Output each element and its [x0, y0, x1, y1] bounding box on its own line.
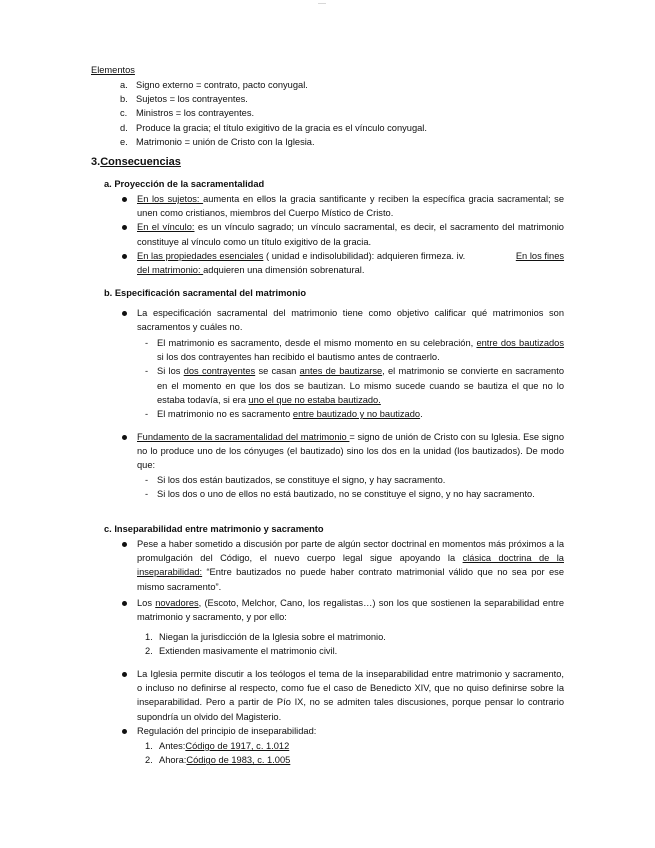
subsection-c-numbered-2 — [145, 739, 564, 767]
list-item: c. Ministros = los contrayentes. — [120, 108, 255, 119]
list-item: 1. Antes: Código de 1917, c. 1.012 — [145, 741, 290, 751]
elementos-heading: Elementos — [91, 65, 135, 75]
subsection-b-bullets-2 — [119, 430, 564, 473]
list-item: Regulación del principio de inseparabilidad: — [119, 724, 564, 738]
list-item: - Si los dos o uno de ellos no está bautizado, no se constituye el signo, y no hay sacramento. — [143, 487, 564, 501]
list-item: - Si los dos están bautizados, se constituye el signo, y hay sacramento. — [143, 473, 564, 487]
subsection-b-bullets-1 — [119, 306, 564, 334]
subsection-c-bullets-2 — [119, 667, 564, 738]
list-item: En el vínculo: es un vínculo sagrado; un vínculo sacramental, es decir, el sacramento del matrimonio constituye al vínculo como un título exigitivo de la gracia. — [119, 220, 564, 248]
list-item: La Iglesia permite discutir a los teólogos el tema de la inseparabilidad entre matrimonio y sacramento, o incluso no definirse al respecto, como fue el caso de Benedicto XIV, que no quiso definirse sobre la inseparabilidad. Pero a partir de Pío IX, no se admiten tales discusiones, porque pensar lo contrario supondría un olvido del Magisterio. — [119, 667, 564, 724]
subsection-b-dash-list-1 — [143, 336, 564, 421]
list-item: En los sujetos: aumenta en ellos la gracia santificante y reciben la específica gracia sacramental; se unen como cristianos, miembros del Cuerpo Místico de Cristo. — [119, 192, 564, 220]
list-item: a. Signo externo = contrato, pacto conyugal. — [120, 80, 308, 90]
list-item: - El matrimonio es sacramento, desde el mismo momento en su celebración, entre dos bautizados si los dos contrayentes han recibido el bautismo antes de contraerlo. — [143, 336, 564, 364]
list-item: - El matrimonio no es sacramento entre bautizado y no bautizado. — [143, 407, 564, 421]
page-top-mark: ---- — [318, 1, 326, 7]
list-item: d. Produce la gracia; el título exigitivo de la gracia es el vínculo conyugal. — [120, 122, 427, 133]
subsection-a-bullets — [119, 192, 564, 277]
subsection-c-heading: c. Inseparabilidad entre matrimonio y sacramento — [104, 524, 324, 534]
list-item: 2. Extienden masivamente el matrimonio civil. — [145, 646, 338, 657]
list-item: 1. Niegan la jurisdicción de la Iglesia sobre el matrimonio. — [145, 632, 386, 642]
list-item: Fundamento de la sacramentalidad del matrimonio = signo de unión de Cristo con su Iglesia. Ese signo no lo produce uno de los cónyuges (el bautizado) sino los dos en la unidad (los bautizados). De modo que: — [119, 430, 564, 473]
subsection-a-heading: a. Proyección de la sacramentalidad — [104, 179, 265, 189]
list-item: En las propiedades esenciales ( unidad e indisolubilidad): adquieren firmeza. iv. En los fines del matrimonio: adquieren una dimensión sobrenatural. — [119, 249, 564, 277]
list-item: 2. Ahora: Código de 1983, c. 1.005 — [145, 755, 291, 766]
list-item: - Si los dos contrayentes se casan antes de bautizarse, el matrimonio se convierte en sacramento en el momento en que los dos se bautizan. Lo mismo sucede cuando se bautiza el que no lo estaba todavía, si era uno el que no estaba bautizado. — [143, 364, 564, 407]
section-heading: 3.Consecuencias — [91, 156, 181, 168]
list-item: La especificación sacramental del matrimonio tiene como objetivo calificar qué matrimonios son sacramentos y cuáles no. — [119, 306, 564, 334]
list-item: b. Sujetos = los contrayentes. — [120, 94, 248, 105]
subsection-c-numbered-1 — [145, 630, 564, 658]
subsection-b-dash-list-2 — [143, 473, 564, 501]
subsection-b-heading: b. Especificación sacramental del matrimonio — [104, 288, 307, 298]
list-item: e. Matrimonio = unión de Cristo con la Iglesia. — [120, 136, 315, 147]
subsection-c-bullets-1 — [119, 537, 564, 624]
elementos-list — [120, 78, 427, 149]
list-item: Pese a haber sometido a discusión por parte de algún sector doctrinal en momentos más próximos a la promulgación del Código, el nuevo cuerpo legal sigue apoyando la clásica doctrina de la inseparabilidad: “Entre bautizados no puede haber contrato matrimonial válido que no sea por ese mismo sacramento”. — [119, 537, 564, 594]
list-item: Los novadores, (Escoto, Melchor, Cano, los regalistas…) son los que sostienen la separabilidad entre matrimonio y sacramento, y por ello: — [119, 596, 564, 624]
